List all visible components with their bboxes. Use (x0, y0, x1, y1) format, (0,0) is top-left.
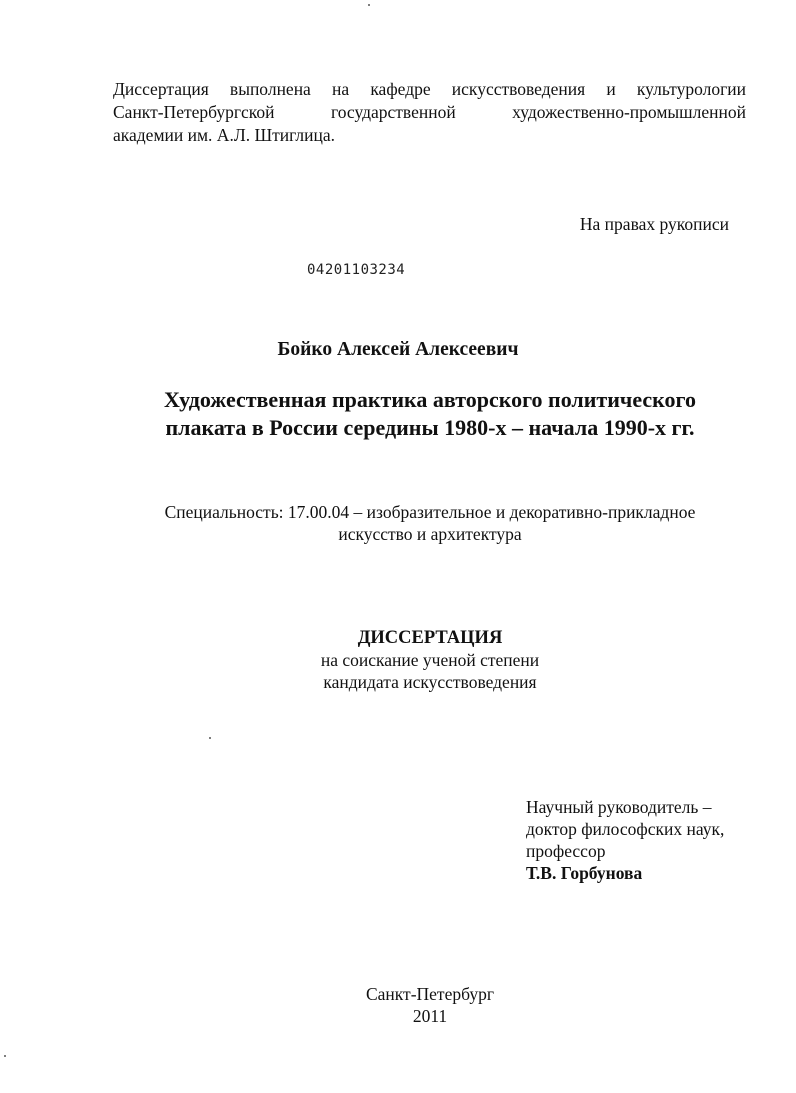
affiliation-line: академии им. А.Л. Штиглица. (113, 125, 336, 145)
supervisor-line: профессор (526, 841, 606, 861)
supervisor-line: Научный руководитель – (526, 797, 712, 817)
specialty (80, 501, 780, 545)
scan-speck (368, 4, 370, 6)
scan-speck (4, 1055, 6, 1057)
supervisor-block (526, 796, 724, 884)
rights-note: На правах рукописи (579, 214, 729, 234)
city: Санкт-Петербург (365, 984, 495, 1004)
degree-line: кандидата искусствоведения (323, 672, 537, 692)
scan-speck (209, 737, 211, 739)
affiliation-line: Санкт-Петербургской государственной художественно-промышленной (113, 102, 746, 122)
supervisor-name: Т.В. Горбунова (526, 863, 643, 883)
degree-heading: ДИССЕРТАЦИЯ (357, 628, 503, 648)
specialty-line: искусство и архитектура (338, 524, 522, 544)
specialty-line: Специальность: 17.00.04 – изобразительное и декоративно-прикладное (164, 502, 696, 522)
affiliation-line: Диссертация выполнена на кафедре искусствоведения и культурологии (113, 79, 746, 99)
author-name: Бойко Алексей Алексеевич (277, 339, 519, 360)
degree-line: на соискание ученой степени (320, 650, 540, 670)
degree-block (0, 627, 796, 693)
title-line: плаката в России середины 1980-х – начала 1990-х гг. (165, 415, 695, 440)
dissertation-title (100, 386, 760, 442)
title-line: Художественная практика авторского политического (164, 387, 696, 412)
supervisor-line: доктор философских наук, (526, 819, 725, 839)
affiliation-paragraph (113, 78, 746, 147)
city-year-block (0, 983, 796, 1027)
stamp-number: 04201103234 (307, 262, 406, 278)
year: 2011 (412, 1006, 448, 1026)
